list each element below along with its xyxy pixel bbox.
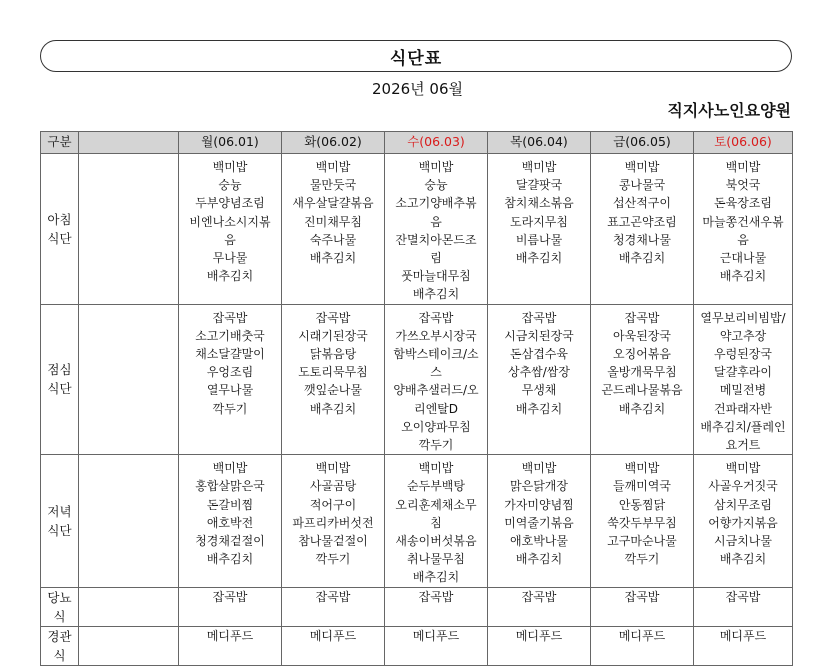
meal-cell <box>385 154 488 305</box>
menu-item: 깍두기 <box>418 438 454 453</box>
menu-item: 메디푸드 <box>515 628 563 643</box>
menu-item: 숙주나물 <box>309 232 357 247</box>
menu-item: 백미밥 <box>521 461 557 476</box>
meal-cell <box>591 587 694 626</box>
diabetic-row <box>41 587 793 626</box>
menu-item: 백미밥 <box>212 160 248 174</box>
menu-item: 들깨미역국 <box>613 479 671 494</box>
menu-item: 배추김치 <box>515 251 563 266</box>
menu-item: 시래기된장국 <box>298 328 368 343</box>
header-day: 수(06.03) <box>385 132 488 154</box>
menu-item: 백미밥 <box>212 461 248 476</box>
menu-item: 음 <box>430 214 442 229</box>
menu-item: 애호박나물 <box>510 534 568 549</box>
meal-cell <box>591 626 694 665</box>
lunch-row <box>41 304 793 455</box>
breakfast-row <box>41 154 793 305</box>
menu-item: 메디푸드 <box>719 628 767 643</box>
menu-item: 잡곡밥 <box>725 589 761 604</box>
meal-cell <box>385 587 488 626</box>
meal-cell <box>385 455 488 587</box>
menu-item: 잡곡밥 <box>624 589 660 604</box>
header-row <box>41 132 793 154</box>
menu-item: 배추김치 <box>719 552 767 567</box>
meal-cell <box>385 626 488 665</box>
menu-item: 배추김치 <box>719 269 767 284</box>
menu-item: 백미밥 <box>418 160 454 174</box>
menu-item: 소고기양배추볶 <box>395 196 477 211</box>
menu-item: 리엔탈D <box>413 401 459 416</box>
menu-item: 사골곰탕 <box>309 479 357 494</box>
menu-item: 돈육장조림 <box>714 196 772 211</box>
menu-item: 스 <box>430 365 442 380</box>
menu-item: 잡곡밥 <box>212 589 248 604</box>
row-label-line: 당뇨 <box>47 589 72 605</box>
menu-item: 미역줄기볶음 <box>504 515 574 530</box>
menu-item: 백미밥 <box>315 461 351 476</box>
meal-cell <box>179 154 282 305</box>
menu-item: 백미밥 <box>725 461 761 476</box>
menu-item: 백미밥 <box>521 160 557 174</box>
menu-item: 비름나물 <box>515 232 563 247</box>
menu-item: 건파래자반 <box>714 401 772 416</box>
menu-item: 두부양념조림 <box>195 196 265 211</box>
menu-item: 적어구이 <box>309 497 357 512</box>
tube-feeding-row <box>41 626 793 665</box>
menu-item: 우렁된장국 <box>714 347 772 362</box>
menu-item: 콩나물국 <box>618 178 666 193</box>
menu-item: 백미밥 <box>624 461 660 476</box>
menu-item: 상추쌈/쌈장 <box>507 365 570 380</box>
row-label-line: 아침 <box>47 211 72 227</box>
meal-cell <box>385 304 488 455</box>
meal-cell <box>179 455 282 587</box>
row-label-line: 식단 <box>47 381 72 397</box>
menu-item: 곤드레나물볶음 <box>601 383 683 398</box>
header-label: 구분 <box>41 132 79 154</box>
menu-item: 홍합살맑은국 <box>195 479 265 494</box>
menu-item: 침 <box>430 515 442 530</box>
menu-item: 오리훈제채소무 <box>395 497 477 512</box>
menu-item: 표고곤약조림 <box>607 214 677 229</box>
menu-item: 시금치나물 <box>714 534 772 549</box>
row-label <box>41 626 79 665</box>
menu-item: 잔멸치아몬드조 <box>395 232 477 247</box>
menu-item: 배추김치 <box>309 401 357 416</box>
meal-cell <box>488 304 591 455</box>
menu-item: 애호박전 <box>206 515 254 530</box>
row-label <box>41 587 79 626</box>
meal-cell <box>179 587 282 626</box>
menu-item: 배추김치 <box>309 251 357 266</box>
menu-item: 배추김치 <box>206 269 254 284</box>
sub-column-cell <box>79 154 179 305</box>
meal-cell <box>694 455 793 587</box>
menu-item: 취나물무침 <box>407 552 465 567</box>
meal-cell <box>591 304 694 455</box>
row-label <box>41 455 79 587</box>
meal-cell <box>282 587 385 626</box>
menu-item: 배추김치 <box>618 401 666 416</box>
menu-item: 안동찜닭 <box>618 497 666 512</box>
menu-item: 오징어볶음 <box>613 347 671 362</box>
menu-item: 풋마늘대무침 <box>401 269 471 284</box>
menu-item: 깍두기 <box>624 552 660 567</box>
menu-item: 약고추장 <box>719 328 767 343</box>
menu-item: 도토리묵무침 <box>298 365 368 380</box>
meal-cell <box>694 587 793 626</box>
header-day: 토(06.06) <box>694 132 793 154</box>
facility-name: 직지사노인요양원 <box>667 101 791 120</box>
menu-item: 배추김치/플레인 <box>700 419 786 434</box>
row-label-line: 저녁 <box>47 503 72 519</box>
menu-item: 잡곡밥 <box>521 589 557 604</box>
menu-item: 돈갈비찜 <box>206 497 254 512</box>
menu-item: 참나물겉절이 <box>298 534 368 549</box>
menu-item: 요거트 <box>725 438 761 453</box>
menu-item: 무나물 <box>212 251 248 266</box>
sub-column-cell <box>79 587 179 626</box>
meal-cell <box>488 455 591 587</box>
menu-item: 가쓰오부시장국 <box>395 328 477 343</box>
menu-item: 백미밥 <box>418 461 454 476</box>
meal-cell <box>591 154 694 305</box>
menu-item: 달걀팟국 <box>515 178 563 193</box>
meal-cell <box>282 626 385 665</box>
menu-item: 돈삼겹수육 <box>510 347 568 362</box>
menu-item: 배추김치 <box>515 552 563 567</box>
meal-cell <box>694 154 793 305</box>
menu-item: 근대나물 <box>719 251 767 266</box>
menu-item: 시금치된장국 <box>504 328 574 343</box>
menu-item: 오이양파무침 <box>401 419 471 434</box>
meal-cell <box>282 154 385 305</box>
menu-item: 청경채나물 <box>613 232 671 247</box>
row-label-line: 식 <box>53 608 66 624</box>
menu-item: 메디푸드 <box>206 628 254 643</box>
menu-item: 새송이버섯볶음 <box>395 534 477 549</box>
menu-item: 깍두기 <box>315 552 351 567</box>
sub-column-cell <box>79 455 179 587</box>
menu-item: 배추김치 <box>412 570 460 585</box>
meal-cell <box>282 304 385 455</box>
page-title-box <box>40 40 792 72</box>
header-day: 금(06.05) <box>591 132 694 154</box>
menu-item: 잡곡밥 <box>521 310 557 325</box>
row-label-line: 식 <box>53 647 66 663</box>
menu-item: 아욱된장국 <box>613 328 671 343</box>
sub-column-cell <box>79 304 179 455</box>
menu-item: 함박스테이크/소 <box>393 347 479 362</box>
menu-item: 열무보리비빔밥/ <box>700 310 786 325</box>
menu-item: 순두부백탕 <box>407 479 465 494</box>
menu-item: 섭산적구이 <box>613 196 671 211</box>
menu-item: 마늘쫑건새우볶 <box>702 214 784 229</box>
header-blank <box>79 132 179 154</box>
meal-cell <box>694 626 793 665</box>
menu-item: 쑥갓두부무침 <box>607 515 677 530</box>
menu-item: 깍두기 <box>212 401 248 416</box>
header-day: 화(06.02) <box>282 132 385 154</box>
row-label-line: 점심 <box>47 362 72 378</box>
menu-item: 맑은닭개장 <box>510 479 568 494</box>
menu-item: 진미채무침 <box>304 214 362 229</box>
menu-item: 백미밥 <box>725 160 761 174</box>
menu-item: 메디푸드 <box>412 628 460 643</box>
menu-item: 숭늉 <box>218 178 242 193</box>
menu-item: 고구마순나물 <box>607 534 677 549</box>
menu-item: 올방개묵무침 <box>607 365 677 380</box>
meal-cell <box>488 626 591 665</box>
menu-item: 잡곡밥 <box>315 310 351 325</box>
menu-item: 배추김치 <box>618 251 666 266</box>
menu-item: 배추김치 <box>206 552 254 567</box>
menu-item: 우엉조림 <box>206 365 254 380</box>
menu-item: 백미밥 <box>315 160 351 174</box>
menu-item: 백미밥 <box>624 160 660 174</box>
menu-item: 잡곡밥 <box>624 310 660 325</box>
menu-item: 소고기배춧국 <box>195 328 265 343</box>
menu-item: 어향가지볶음 <box>708 515 778 530</box>
menu-item: 삼치무조림 <box>714 497 772 512</box>
meal-cell <box>488 587 591 626</box>
menu-item: 배추김치 <box>412 287 460 302</box>
menu-month: 2026년 06월 <box>371 80 463 98</box>
menu-item: 깻잎순나물 <box>304 383 362 398</box>
page-title: 식단표 <box>389 48 443 69</box>
menu-item: 림 <box>430 251 442 266</box>
menu-item: 잡곡밥 <box>418 589 454 604</box>
menu-item: 비엔나소시지볶 <box>189 214 271 229</box>
meal-cell <box>179 626 282 665</box>
menu-item: 사골우거짓국 <box>708 479 778 494</box>
menu-item: 잡곡밥 <box>212 310 248 325</box>
meal-table <box>40 131 793 666</box>
menu-item: 잡곡밥 <box>315 589 351 604</box>
dinner-row <box>41 455 793 587</box>
sub-column-cell <box>79 626 179 665</box>
menu-item: 배추김치 <box>515 401 563 416</box>
menu-item: 닭볶음탕 <box>309 347 357 362</box>
menu-item: 새우살달걀볶음 <box>292 196 374 211</box>
menu-item: 열무나물 <box>206 383 254 398</box>
row-label-line: 경관 <box>47 628 72 644</box>
menu-item: 양배추샐러드/오 <box>393 383 479 398</box>
row-label <box>41 304 79 455</box>
menu-item: 참치채소볶음 <box>504 196 574 211</box>
meal-cell <box>282 455 385 587</box>
row-label <box>41 154 79 305</box>
menu-item: 가자미양념찜 <box>504 497 574 512</box>
menu-item: 달걀후라이 <box>714 365 772 380</box>
row-label-line: 식단 <box>47 522 72 538</box>
meal-cell <box>694 304 793 455</box>
menu-item: 물만둣국 <box>309 178 357 193</box>
menu-item: 무생채 <box>521 383 557 398</box>
header-day: 월(06.01) <box>179 132 282 154</box>
menu-item: 음 <box>224 232 236 247</box>
menu-item: 숭늉 <box>424 178 448 193</box>
meal-cell <box>179 304 282 455</box>
menu-item: 파프리카버섯전 <box>292 515 374 530</box>
row-label-line: 식단 <box>47 230 72 246</box>
menu-item: 채소달걀말이 <box>195 347 265 362</box>
menu-item: 잡곡밥 <box>418 310 454 325</box>
menu-item: 메디푸드 <box>309 628 357 643</box>
header-day: 목(06.04) <box>488 132 591 154</box>
menu-item: 청경채겉절이 <box>195 534 265 549</box>
meal-cell <box>488 154 591 305</box>
menu-item: 메디푸드 <box>618 628 666 643</box>
menu-item: 도라지무침 <box>510 214 568 229</box>
meal-cell <box>591 455 694 587</box>
menu-item: 북엇국 <box>725 178 761 193</box>
menu-item: 음 <box>737 232 749 247</box>
menu-item: 메밀전병 <box>719 383 767 398</box>
